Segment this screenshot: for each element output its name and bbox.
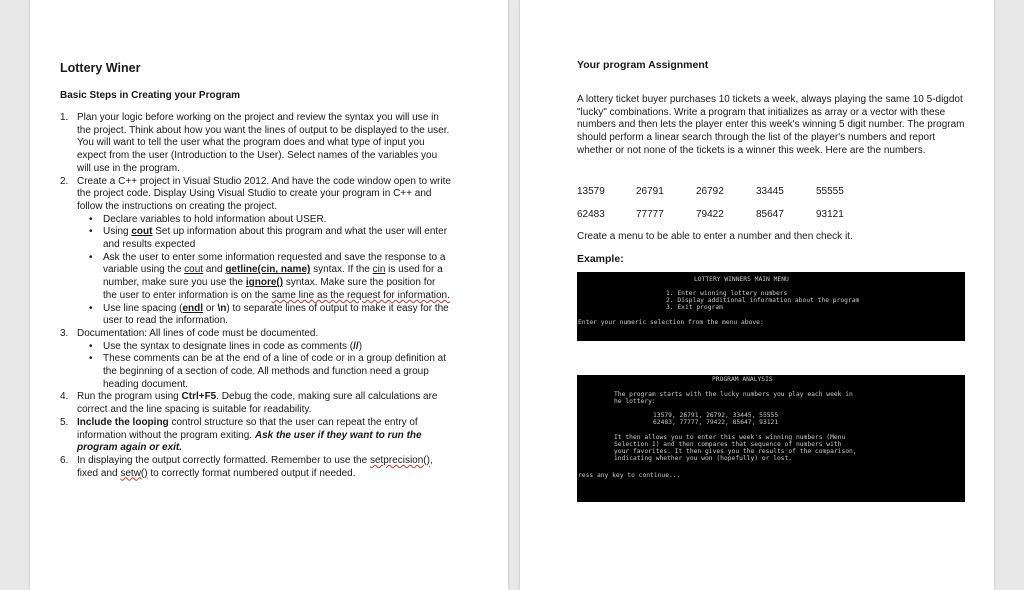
lucky-number: 33445 [756, 186, 784, 197]
console-line: The program starts with the lucky numbers you play each week in [614, 391, 853, 398]
lucky-number: 26792 [696, 186, 724, 197]
code-keyword: endl [182, 302, 204, 314]
step-1: 1. Plan your logic before working on the project and review the syntax you will use in the project. Think about how you want the lines of output to be displayed to the user. You will want to tell the user what the program does and what type of input you expect from the user (Introduction to the User). Select names of the variables you will use in the program. [60, 112, 450, 174]
assignment-intro: A lottery ticket buyer purchases 10 tickets a week, always playing the same 10 5-digdot "lucky" combinations. Write a program that initializes as array or a vector with these numbers and then lets the player enter this week's winning 5 digit number. The program should perform a linear search through the list of the player's numbers and report whether or not none of the tickets is a winner this week. Here are the numbers. [577, 94, 965, 156]
lucky-number: 85647 [756, 209, 784, 220]
console-line: 62483, 77777, 79422, 85647, 93121 [653, 419, 779, 426]
console-line: Selection 1) and then compares that sequence of numbers with [614, 441, 842, 448]
bullet-item: • Ask the user to enter some information requested and save the response to a variable using the cout and getline(cin, name) syntax. If the cin is used for a number, make sure you use the ignore() syntax. Make sure the position for the user to enter information is on the same line as the request for information. [89, 251, 450, 301]
emphasis-text: Include the looping [77, 416, 169, 428]
console-line: It then allows you to enter this week's winning numbers (Menu [614, 434, 846, 441]
step-2: 2. Create a C++ project in Visual Studio 2012. And have the code window open to write the project code. Display Using Visual Studio to create your program in C++ and follow the instructions on creating the project. • Declare variables to hold information about USER. • Using cout Set up information about this program and what the user will enter and results expected • Ask the user to enter some information requested and save the response to a variable using the cout and getline(cin, name) syntax. If the cin is used for a number, make sure you use the ignore() syntax. Make sure the position for the user to enter information is on the same line as the request for information. • Use line spacing (endl or \n) to separate lines of output to make it easy for the user to read the information. [60, 175, 451, 327]
console-line: 13579, 26791, 26792, 33445, 55555 [653, 412, 779, 419]
step-6: 6. In displaying the output correctly formatted. Remember to use the setprecision(), fixed and setw() to correctly format numbered output if needed. [60, 454, 433, 479]
console-line: your favorites. It then gives you the results of the comparison, [614, 448, 857, 455]
console-heading: LOTTERY WINNERS MAIN MENU [694, 276, 789, 283]
lucky-number: 93121 [816, 209, 844, 220]
step-2-bullets [77, 214, 452, 328]
step-5: 5. Include the looping control structure so that the user can repeat the entry of information without the program exiting. Ask the user if they want to run the program again or exit. [60, 416, 422, 454]
example-label: Example: [577, 253, 624, 265]
console-line: 2. Display additional information about the program [666, 297, 860, 304]
step-3: 3. Documentation: All lines of code must be documented. • Use the syntax to designate lines in code as comments (//) • These comments can be at the end of a line of code or in a group definition at the beginning of a section of code. All methods and function need a group heading document. [60, 328, 452, 392]
code-keyword: getline(cin, name) [225, 264, 311, 276]
step-3-bullets [77, 341, 452, 392]
document-page-right [520, 0, 994, 590]
bullet-item: • Using cout Set up information about this program and what the user will enter and results expected [89, 226, 448, 251]
console-line: indicating whether you won (hopefully) or lost. [614, 455, 793, 462]
code-keyword: setw() [120, 467, 148, 479]
console-screenshot-menu [577, 272, 965, 341]
assignment-title: Your program Assignment [577, 59, 709, 71]
code-keyword: // [353, 340, 359, 352]
console-screenshot-analysis [577, 375, 965, 502]
lucky-number: 13579 [577, 186, 605, 197]
lucky-number: 62483 [577, 209, 605, 220]
step-3-text: Documentation: All lines of code must be documented. [77, 327, 319, 339]
code-keyword: cout [184, 264, 204, 276]
code-keyword: setprecision() [369, 454, 430, 466]
page-title: Lottery Winer [60, 61, 141, 75]
steps-list [60, 112, 452, 480]
emphasis-text: Ask the user if they want to run the program again or exit. [77, 429, 422, 454]
lucky-number: 77777 [636, 209, 664, 220]
menu-instruction: Create a menu to be able to enter a number and then check it. [577, 231, 853, 242]
code-keyword: \n [217, 302, 227, 314]
section-heading: Basic Steps in Creating your Program [60, 90, 241, 101]
bullet-item: • Use the syntax to designate lines in code as comments (//) [89, 340, 363, 352]
bullet-item: • Use line spacing (endl or \n) to separate lines of output to make it easy for the user to read the information. [89, 302, 449, 327]
document-page-left [30, 0, 508, 590]
bullet-item: • These comments can be at the end of a line of code or in a group definition at the beginning of a section of code. All methods and function need a group heading document. [89, 353, 446, 390]
shortcut-keys: Ctrl+F5 [181, 391, 217, 403]
console-line: he lottery: [614, 398, 656, 405]
console-prompt: ress any key to continue... [578, 472, 681, 479]
code-keyword: ignore() [245, 277, 284, 289]
step-2-text: Create a C++ project in Visual Studio 2012. And have the code window open to write the project code. Display Using Visual Studio to create your program in C++ and follow the instructions on creating the project. [77, 175, 451, 212]
console-heading: PROGRAM ANALYSIS [712, 376, 773, 383]
console-prompt: Enter your numeric selection from the menu above: [578, 319, 764, 326]
bullet-item: • Declare variables to hold information about USER. [89, 213, 327, 225]
console-line: 1. Enter winning lottery numbers [666, 290, 788, 297]
code-keyword: cin [372, 264, 386, 276]
code-keyword: cout [131, 226, 153, 238]
step-4: 4. Run the program using Ctrl+F5. Debug the code, making sure all calculations are correct and the line spacing is suitable for readability. [60, 391, 438, 416]
step-1-text: Plan your logic before working on the project and review the syntax you will use in the project. Think about how you want the lines of output to be displayed to the user. You will want to tell the user what the program does and what type of input you expect from the user (Introduction to the User). Select names of the variables you will use in the program. [77, 112, 450, 174]
lucky-number: 55555 [816, 186, 844, 197]
lucky-number: 26791 [636, 186, 664, 197]
lucky-number: 79422 [696, 209, 724, 220]
console-line: 3. Exit program [666, 304, 723, 311]
underlined-phrase: same line as the request for information. [271, 289, 450, 301]
